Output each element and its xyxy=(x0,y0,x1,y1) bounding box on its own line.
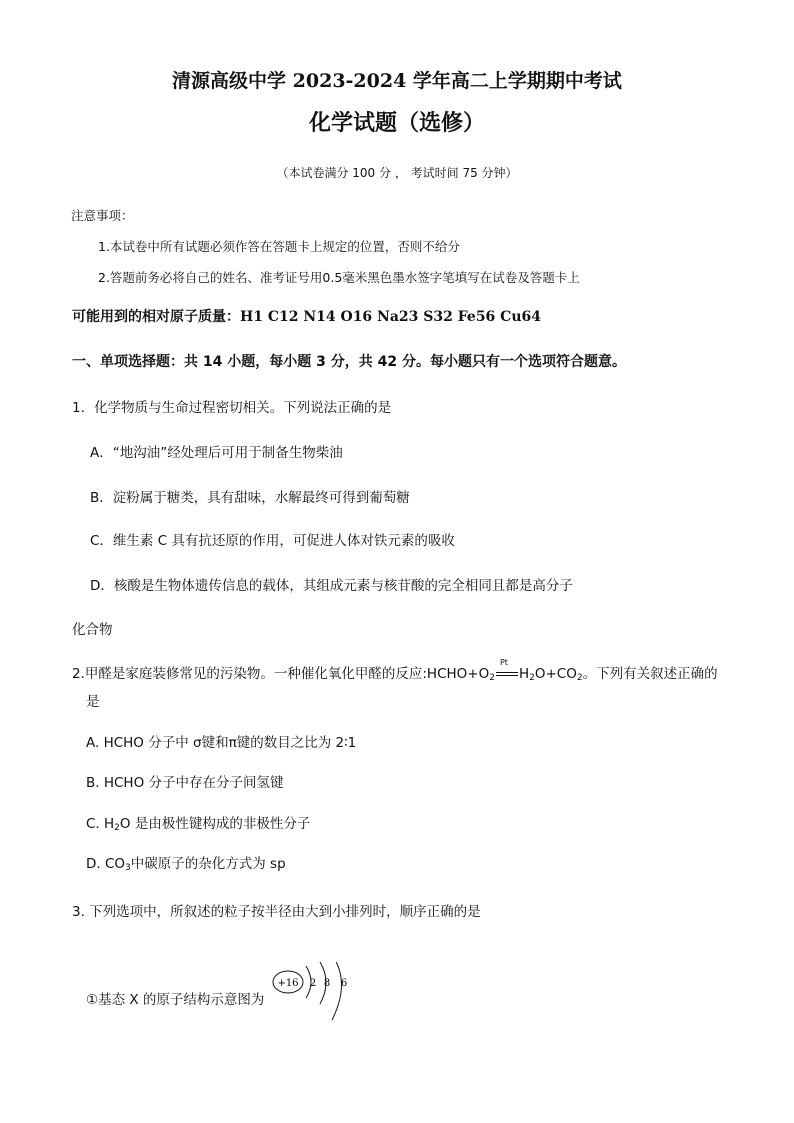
catalyst-label: Pt xyxy=(499,658,508,667)
question-1-option-d: D．核酸是生物体遗传信息的载体，其组成元素与核苷酸的完全相同且都是高分子 xyxy=(90,578,573,594)
question-2-option-a: A. HCHO 分子中 σ键和π键的数目之比为 2∶1 xyxy=(86,735,357,751)
question-2-stem-tail: 。下列有关叙述正确的 xyxy=(582,666,718,682)
note-item-2: 2.答题前务必将自己的姓名、准考证号用0.5毫米黑色墨水签字笔填写在试卷及答题卡上 xyxy=(98,270,580,285)
atomic-masses: 可能用到的相对原子质量：H1 C12 N14 O16 Na23 S32 Fe56 Cu64 xyxy=(72,309,541,325)
h2o-subscript: 2 xyxy=(529,673,535,683)
question-2-stem-line2: 是 xyxy=(86,694,100,710)
question-3-item-1: ①基态 X 的原子结构示意图为 xyxy=(86,992,265,1008)
product-rest: O+CO xyxy=(534,666,577,682)
note-item-1: 1.本试卷中所有试题必须作答在答题卡上规定的位置，否则不给分 xyxy=(98,239,460,254)
shell-electrons-1: 2 xyxy=(309,978,317,989)
section-heading: 一、单项选择题：共 14 小题，每小题 3 分，共 42 分。每小题只有一个选项符合题意。 xyxy=(72,354,626,370)
exam-info: （本试卷满分 100 分 ， 考试时间 75 分钟） xyxy=(276,166,518,180)
nucleus-charge: +16 xyxy=(277,978,299,989)
question-1-option-a: A．“地沟油”经处理后可用于制备生物柴油 xyxy=(90,445,343,461)
question-2-stem-text: 2.甲醛是家庭装修常见的污染物。一种催化氧化甲醛的反应:HCHO+O xyxy=(72,666,490,682)
school-exam-title: 清源高级中学 2023-2024 学年高二上学期期中考试 xyxy=(172,70,622,92)
shell-arc-3 xyxy=(332,962,342,1020)
question-2-option-d: D. $CO_3$中碳原子的杂化方式为 sp xyxy=(86,856,286,873)
reaction-arrow xyxy=(496,658,518,680)
product-h: H xyxy=(518,666,530,682)
subject-title: 化学试题（选修） xyxy=(308,110,485,136)
shell-electrons-3: 6 xyxy=(340,978,348,989)
question-1-option-d-continuation: 化合物 xyxy=(72,622,113,638)
question-1-stem: 1．化学物质与生命过程密切相关。下列说法正确的是 xyxy=(72,400,392,416)
co2-subscript: 2 xyxy=(576,673,583,683)
question-3-stem: 3. 下列选项中，所叙述的粒子按半径由大到小排列时，顺序正确的是 xyxy=(72,904,481,920)
shell-electrons-2: 8 xyxy=(323,978,331,989)
question-2-option-b: B. HCHO 分子中存在分子间氢键 xyxy=(86,775,284,791)
question-1-option-c: C．维生素 C 具有抗还原的作用，可促进人体对铁元素的吸收 xyxy=(90,533,455,549)
o2-subscript: 2 xyxy=(489,673,495,683)
question-2-option-c: C. $H_2O$ 是由极性键构成的非极性分子 xyxy=(86,816,311,833)
question-1-option-b: B．淀粉属于糖类，具有甜味，水解最终可得到葡萄糖 xyxy=(90,490,410,506)
atom-structure-diagram xyxy=(268,962,358,1032)
question-2-stem xyxy=(72,658,718,683)
notes-heading: 注意事项： xyxy=(71,208,134,223)
